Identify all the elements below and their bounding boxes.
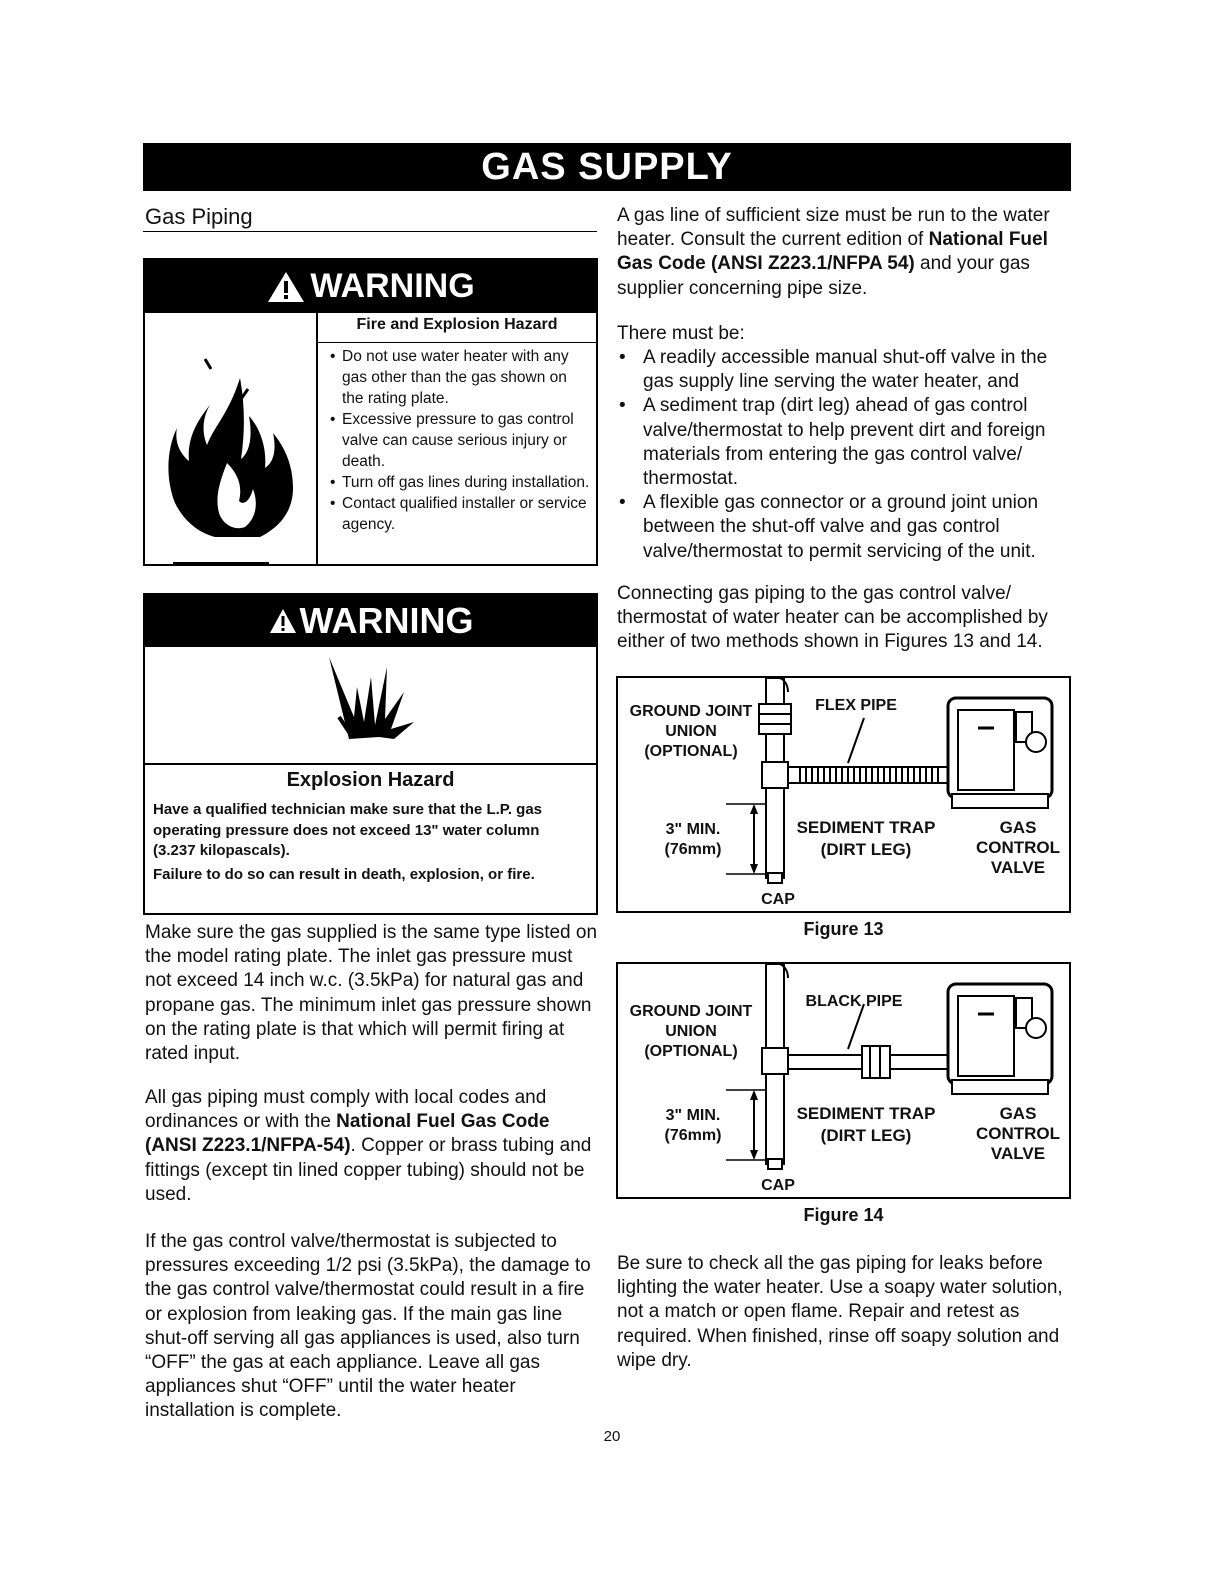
warning-item: • Do not use water heater with any gas other than the gas shown on the rating plate. (330, 348, 569, 407)
label-control: CONTROL (975, 1124, 1061, 1143)
figure-14 (616, 962, 1071, 1199)
section-title: Gas Piping (145, 204, 253, 229)
warning-hazard-rule (318, 342, 596, 343)
warning-box-fire (143, 258, 598, 566)
label-cap: CAP (761, 1177, 795, 1194)
warning-box-explosion (143, 593, 598, 915)
label-union: UNION (665, 1023, 717, 1040)
warning-triangle-icon (266, 270, 306, 304)
page-banner: GAS SUPPLY (143, 143, 1071, 191)
warning-items (330, 346, 592, 535)
explosion-icon (309, 647, 429, 757)
label-min: 3" MIN. (665, 821, 721, 838)
label-mm: (76mm) (664, 841, 722, 858)
warning-triangle-icon (268, 607, 298, 635)
list-item: • A readily accessible manual shut-off valve in the gas supply line serving the water heater, and (617, 346, 1072, 394)
requirements-intro: There must be: (617, 323, 745, 344)
label-pipe: BLACK PIPE (805, 993, 903, 1010)
figure-caption: Figure 13 (803, 919, 884, 939)
warning-item: • Excessive pressure to gas control valve can cause serious injury or death. (330, 411, 574, 470)
section-rule (143, 231, 597, 232)
page-number: 20 (603, 1428, 621, 1445)
code-reference: National Fuel Gas Code (ANSI Z223.1/NFPA-54) (145, 1111, 550, 1157)
label-optional: (OPTIONAL) (644, 1043, 738, 1060)
label-trap: SEDIMENT TRAP (796, 818, 936, 837)
label-dirt-leg: (DIRT LEG) (820, 840, 912, 859)
list-item: • A flexible gas connector or a ground joint union between the shut-off valve and gas control valve/thermostat to permit servicing of the unit. (617, 491, 1072, 564)
warning-header (145, 260, 596, 313)
paragraph: If the gas control valve/thermostat is subjected to pressures exceeding 1/2 psi (3.5kPa), the damage to the gas control valve/thermostat could result in a fire or explosion from leaking gas. If the main gas line shut-off serving all gas appliances is used, also turn “OFF” the gas at each appliance. Leave all gas appliances shut “OFF” until the water heater installation is complete. (145, 1231, 591, 1422)
figure-13 (616, 676, 1071, 913)
paragraph: A gas line of sufficient size must be run to the water heater. Consult the current edition of National Fuel Gas Code (ANSI Z223.1/NFPA 54) and your gas supplier concerning pipe size. (617, 205, 1050, 299)
figure-caption: Figure 14 (803, 1205, 884, 1225)
label-ground-joint: GROUND JOINT (629, 1003, 753, 1020)
label-trap: SEDIMENT TRAP (796, 1104, 936, 1123)
warning-title: WARNING (299, 600, 474, 641)
label-dirt-leg: (DIRT LEG) (820, 1126, 912, 1145)
warning-item: • Contact qualified installer or service agency. (330, 495, 587, 533)
list-item: • A sediment trap (dirt leg) ahead of gas control valve/thermostat to help prevent dirt and foreign materials from entering the gas control valve/ thermostat. (617, 394, 1072, 491)
warning-hazard-title: Explosion Hazard (286, 769, 455, 791)
label-valve: VALVE (990, 1144, 1046, 1163)
requirements-list (617, 346, 1072, 564)
paragraph: Make sure the gas supplied is the same type listed on the model rating plate. The inlet gas pressure must not exceed 14 inch w.c. (3.5kPa) for natural gas and propane gas. The minimum inlet gas pressure shown on the rating plate is that which will permit firing at rated input. (145, 922, 598, 1065)
paragraph: All gas piping must comply with local codes and ordinances or with the National Fuel Gas Code (ANSI Z223.1/NFPA-54). Copper or brass tubing and fittings (except tin lined copper tubing) should not be used. (145, 1087, 592, 1205)
label-valve: VALVE (990, 858, 1046, 877)
label-pipe: FLEX PIPE (815, 697, 897, 714)
label-gas: GAS (999, 818, 1037, 837)
warning-divider (145, 763, 596, 765)
label-union: UNION (665, 723, 717, 740)
flame-panel (145, 313, 318, 564)
label-cap: CAP (761, 891, 795, 908)
paragraph: Connecting gas piping to the gas control valve/ thermostat of water heater can be accomplished by either of two methods shown in Figures 13 and 14. (617, 583, 1048, 653)
warning-text: Failure to do so can result in death, explosion, or fire. (153, 866, 535, 883)
warning-header (145, 595, 596, 647)
label-control: CONTROL (975, 838, 1061, 857)
warning-item: • Turn off gas lines during installation. (330, 474, 590, 491)
warning-title: WARNING (310, 267, 475, 305)
label-optional: (OPTIONAL) (644, 743, 738, 760)
label-min: 3" MIN. (665, 1107, 721, 1124)
paragraph: Be sure to check all the gas piping for leaks before lighting the water heater. Use a soapy water solution, not a match or open flame. Repair and retest as required. When finished, rinse off soapy solution and wipe dry. (617, 1253, 1063, 1371)
warning-text: Have a qualified technician make sure that the L.P. gas operating pressure does not exceed 13" water column (3.237 kilopascals). (153, 801, 543, 859)
label-gas: GAS (999, 1104, 1037, 1123)
label-mm: (76mm) (664, 1127, 722, 1144)
fire-icon (145, 313, 316, 564)
label-ground-joint: GROUND JOINT (629, 703, 753, 720)
warning-hazard-title: Fire and Explosion Hazard (356, 316, 558, 333)
code-reference: National Fuel Gas Code (ANSI Z223.1/NFPA 54) (617, 229, 1048, 275)
